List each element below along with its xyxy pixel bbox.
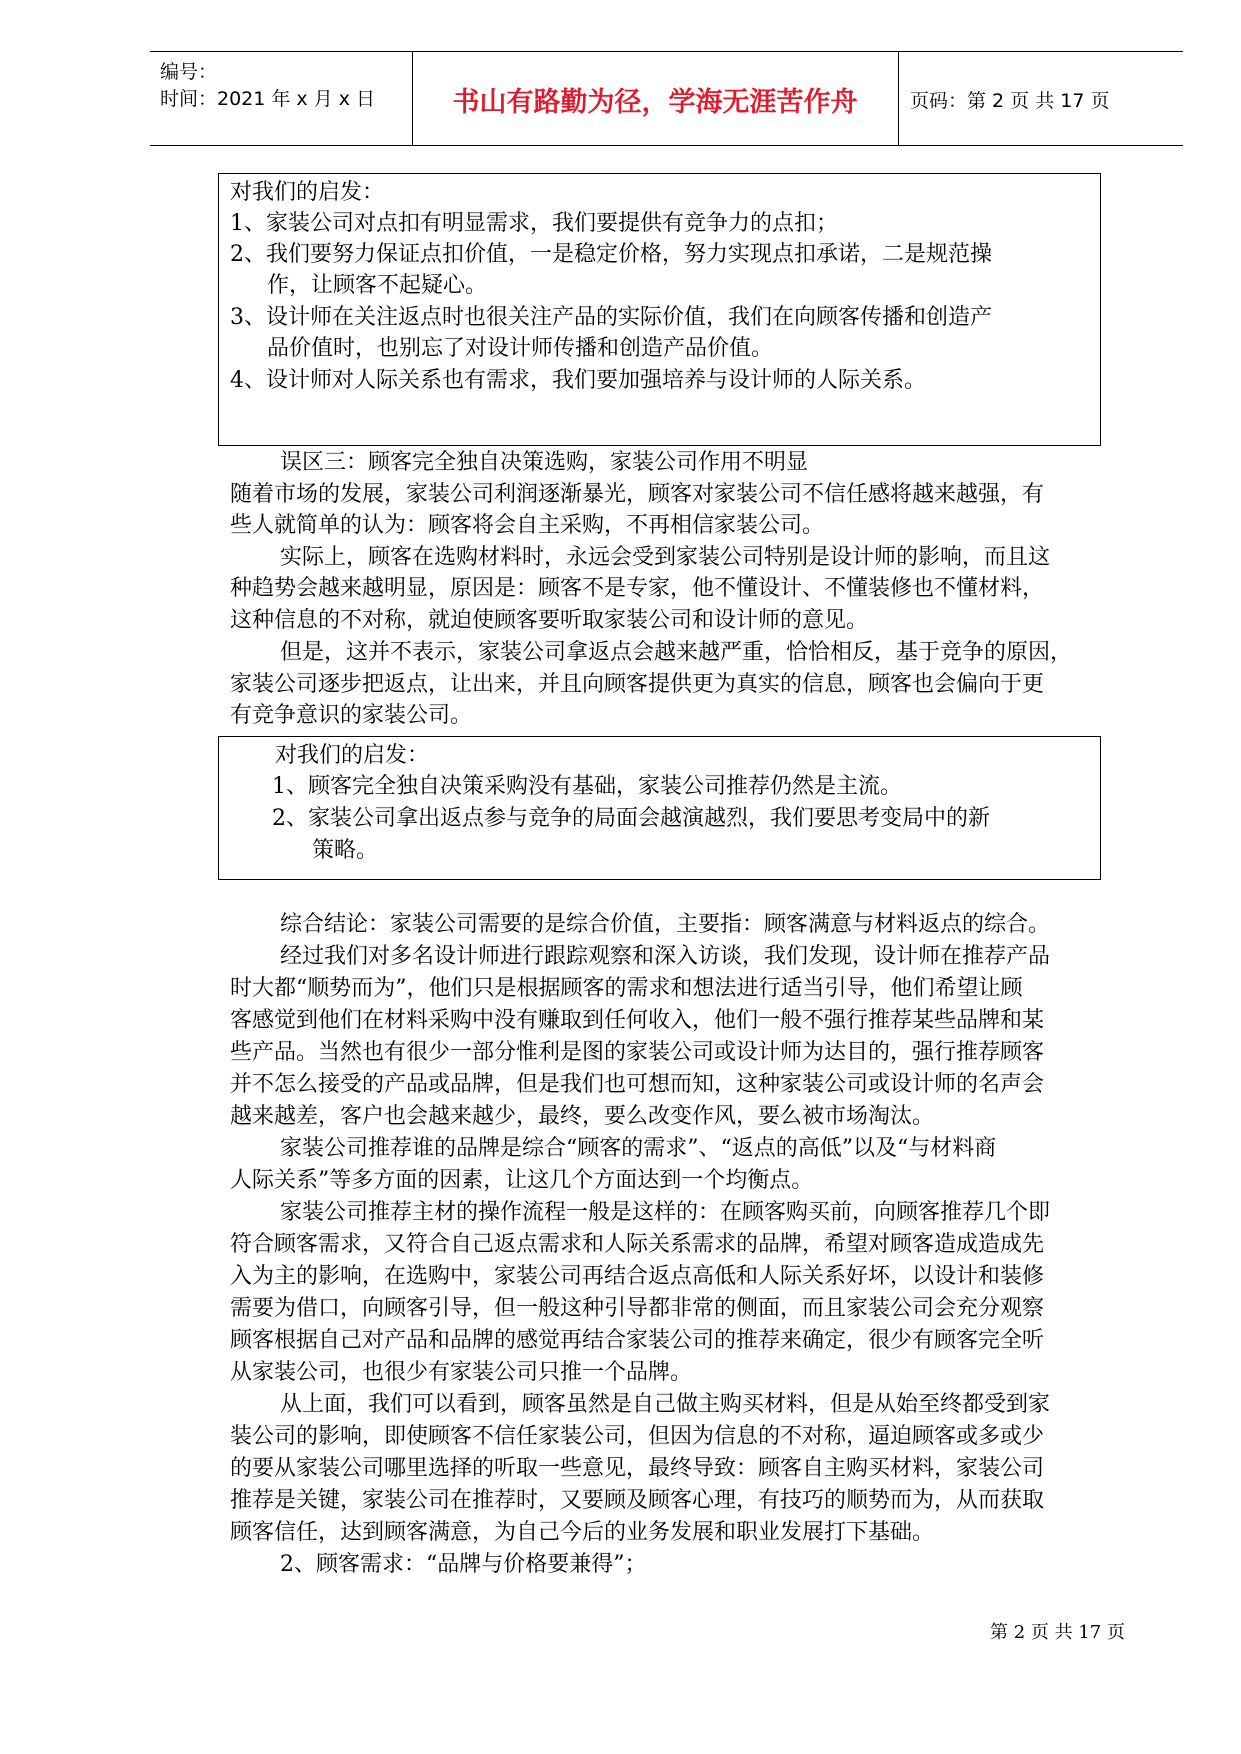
paragraph-line: 随着市场的发展，家装公司利润逐渐暴光，顾客对家装公司不信任感将越来越强，有 [230, 482, 1045, 507]
header-top-rule [150, 51, 1183, 52]
section-heading-misconception-3: 误区三：顾客完全独自决策选购，家装公司作用不明显 [280, 450, 809, 475]
paragraph-line: 符合顾客需求，又符合自己返点需求和人际关系需求的品牌，希望对顾客造成造成先 [230, 1232, 1045, 1257]
paragraph-line: 并不怎么接受的产品或品牌，但是我们也可想而知，这种家装公司或设计师的名声会 [230, 1072, 1045, 1097]
paragraph-line: 这种信息的不对称，就迫使顾客要听取家装公司和设计师的意见。 [230, 608, 869, 633]
box1-line: 3、设计师在关注返点时也很关注产品的实际价值，我们在向顾客传播和创造产 [230, 305, 992, 330]
header-divider-right [898, 51, 899, 145]
paragraph-line: 家装公司推荐主材的操作流程一般是这样的：在顾客购买前，向顾客推荐几个即 [280, 1200, 1051, 1225]
paragraph-line: 种趋势会越来越明显，原因是：顾客不是专家，他不懂设计、不懂装修也不懂材料， [230, 576, 1045, 601]
box1-line: 品价值时，也别忘了对设计师传播和创造产品价值。 [267, 336, 774, 361]
box2-line: 对我们的启发： [275, 743, 430, 768]
paragraph-line: 人际关系”等多方面的因素，让这几个方面达到一个均衡点。 [230, 1168, 814, 1193]
paragraph-line: 顾客信任，达到顾客满意，为自己今后的业务发展和职业发展打下基础。 [230, 1520, 935, 1545]
serial-number-label: 编号： [160, 61, 218, 83]
footer-page-number: 第 2 页 共 17 页 [990, 1622, 1125, 1643]
paragraph-line: 装公司的影响，即使顾客不信任家装公司，但因为信息的不对称，逼迫顾客或多或少 [230, 1424, 1045, 1449]
paragraph-line: 经过我们对多名设计师进行跟踪观察和深入访谈，我们发现，设计师在推荐产品 [280, 944, 1051, 969]
header-motto: 书山有路勤为径，学海无涯苦作舟 [452, 87, 858, 118]
paragraph-line: 从家装公司，也很少有家装公司只推一个品牌。 [230, 1360, 693, 1385]
box2-line: 策略。 [312, 838, 379, 863]
section-heading-customer-needs: 2、顾客需求：“品牌与价格要兼得”； [280, 1552, 647, 1577]
header-bottom-rule [150, 145, 1183, 146]
paragraph-line: 些人就简单的认为：顾客将会自主采购，不再相信家装公司。 [230, 513, 825, 538]
box2-line: 2、家装公司拿出返点参与竞争的局面会越演越烈，我们要思考变局中的新 [272, 806, 990, 831]
box1-line: 4、设计师对人际关系也有需求，我们要加强培养与设计师的人际关系。 [230, 368, 926, 393]
paragraph-line: 家装公司逐步把返点，让出来，并且向顾客提供更为真实的信息，顾客也会偏向于更 [230, 672, 1045, 697]
paragraph-line: 客感觉到他们在材料采购中没有赚取到任何收入，他们一般不强行推荐某些品牌和某 [230, 1008, 1045, 1033]
box1-line: 作，让顾客不起疑心。 [267, 273, 488, 298]
box1-line: 1、家装公司对点扣有明显需求，我们要提供有竞争力的点扣； [230, 211, 838, 236]
paragraph-line: 但是，这并不表示，家装公司拿返点会越来越严重，恰恰相反，基于竞争的原因， [280, 640, 1073, 665]
paragraph-line: 实际上，顾客在选购材料时，永远会受到家装公司特别是设计师的影响，而且这 [280, 545, 1051, 570]
paragraph-line: 些产品。当然也有很少一部分惟利是图的家装公司或设计师为达目的，强行推荐顾客 [230, 1040, 1045, 1065]
paragraph-line: 入为主的影响，在选购中，家装公司再结合返点高低和人际关系好坏，以设计和装修 [230, 1264, 1045, 1289]
header-page-number: 页码：第 2 页 共 17 页 [910, 90, 1110, 112]
paragraph-line: 家装公司推荐谁的品牌是综合“顾客的需求”、“返点的高低”以及“与材料商 [280, 1136, 997, 1161]
paragraph-line: 的要从家装公司哪里选择的听取一些意见，最终导致：顾客自主购买材料，家装公司 [230, 1456, 1045, 1481]
paragraph-line: 从上面，我们可以看到，顾客虽然是自己做主购买材料，但是从始至终都受到家 [280, 1392, 1051, 1417]
time-label: 时间：2021 年 x 月 x 日 [160, 88, 376, 110]
box1-line: 2、我们要努力保证点扣价值，一是稳定价格，努力实现点扣承诺，二是规范操 [230, 242, 992, 267]
paragraph-line: 越来越差，客户也会越来越少，最终，要么改变作风，要么被市场淘汰。 [230, 1104, 935, 1129]
box2-line: 1、顾客完全独自决策采购没有基础，家装公司推荐仍然是主流。 [272, 774, 902, 799]
paragraph-line: 顾客根据自己对产品和品牌的感觉再结合家装公司的推荐来确定，很少有顾客完全听 [230, 1328, 1045, 1353]
paragraph-line: 时大都“顺势而为”，他们只是根据顾客的需求和想法进行适当引导，他们希望让顾 [230, 976, 1023, 1001]
box1-line: 对我们的启发： [230, 180, 385, 205]
section-heading-conclusion: 综合结论：家装公司需要的是综合价值，主要指：顾客满意与材料返点的综合。 [280, 912, 1051, 937]
paragraph-line: 需要为借口，向顾客引导，但一般这种引导都非常的侧面，而且家装公司会充分观察 [230, 1296, 1045, 1321]
paragraph-line: 推荐是关键，家装公司在推荐时，又要顾及顾客心理，有技巧的顺势而为，从而获取 [230, 1488, 1045, 1513]
paragraph-line: 有竞争意识的家装公司。 [230, 703, 473, 728]
